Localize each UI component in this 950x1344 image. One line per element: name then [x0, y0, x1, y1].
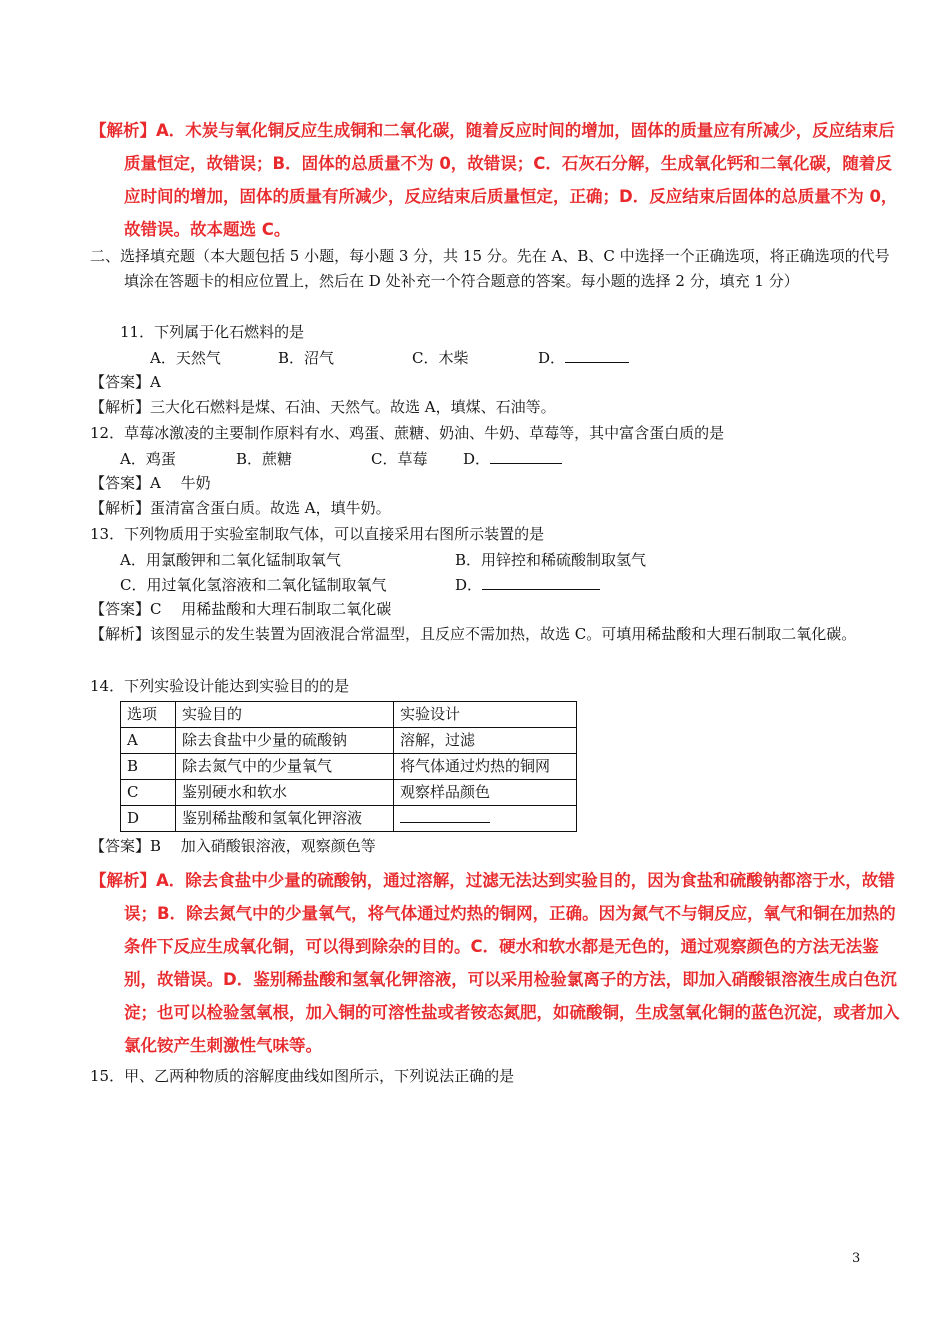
- table-cell: 鉴别硬水和软水: [176, 780, 394, 806]
- table-cell: B: [121, 754, 176, 780]
- q12-option-d-label: D．: [463, 450, 491, 468]
- q13-option-a: A．用氯酸钾和二氧化锰制取氧气: [120, 551, 341, 569]
- q13-option-d: [455, 573, 600, 598]
- table-header-row: [121, 702, 577, 728]
- q13-option-d-label: D．: [455, 576, 483, 594]
- q11-answer-blank: [565, 346, 629, 363]
- q14-analysis-text: A．除去食盐中少量的硫酸钠，通过溶解，过滤无法达到实验目的，因为食盐和硫酸钠都溶于水，故错误；B．除去氮气中的少量氧气，将气体通过灼热的铜网，正确。因为氮气不与铜反应，氧气和铜在加热的条件下反应生成氧化铜，可以得到除杂的目的。C．硬水和软水都是无色的，通过观察颜色的方法无法鉴别，故错误。D．鉴别稀盐酸和氢氧化钾溶液，可以采用检验氯离子的方法，即加入硝酸银溶液生成白色沉淀；也可以检验氢氧根，加入铜的可溶性盐或者铵态氮肥，如硫酸铜，生成氢氧化铜的蓝色沉淀，或者加入氯化铵产生刺激性气味等。: [124, 871, 900, 1055]
- q12-answer: 【答案】A 牛奶: [90, 474, 211, 492]
- q12-stem: 12．草莓冰激凌的主要制作原料有水、鸡蛋、蔗糖、奶油、牛奶、草莓等，其中富含蛋白质的是: [90, 424, 725, 442]
- q13-option-b: B．用锌控和稀硫酸制取氢气: [455, 551, 647, 569]
- table-cell: 除去食盐中少量的硫酸钠: [176, 728, 394, 754]
- section-heading: 二、选择填充题（本大题包括 5 小题，每小题 3 分，共 15 分。先在 A、B、C 中选择一个正确选项，将正确选项的代号填涂在答题卡的相应位置上，然后在 D 处补充一个符合题意的答案。每小题的选择 2 分，填充 1 分）: [90, 247, 890, 290]
- q13-analysis: 【解析】该图显示的发生装置为固液混合常温型，且反应不需加热，故选 C。可填用稀盐酸和大理石制取二氧化碳。: [90, 625, 857, 643]
- table-header-cell: 实验目的: [176, 702, 394, 728]
- q11-option-a: A．天然气: [150, 349, 221, 367]
- q11-analysis: 【解析】三大化石燃料是煤、石油、天然气。故选 A，填煤、石油等。: [90, 398, 556, 416]
- table-row: [121, 806, 577, 832]
- table-row: [121, 780, 577, 806]
- table-cell: 将气体通过灼热的铜网: [394, 754, 577, 780]
- q11-stem: 11．下列属于化石燃料的是: [120, 323, 305, 341]
- q13-answer: 【答案】C 用稀盐酸和大理石制取二氧化碳: [90, 600, 392, 618]
- q14-stem: 14．下列实验设计能达到实验目的的是: [90, 677, 350, 695]
- table-cell: D: [121, 806, 176, 832]
- q14-analysis-label: 【解析】: [90, 871, 156, 890]
- q13-option-c: C．用过氧化氢溶液和二氧化锰制取氧气: [120, 576, 387, 594]
- q10-analysis: [90, 114, 904, 246]
- q12-option-a: A．鸡蛋: [120, 450, 176, 468]
- table-cell: 观察样品颜色: [394, 780, 577, 806]
- table-row: [121, 728, 577, 754]
- q12-option-b: B．蔗糖: [236, 450, 293, 468]
- table-row: [121, 754, 577, 780]
- table-cell: 溶解，过滤: [394, 728, 577, 754]
- q10-analysis-label: 【解析】: [90, 121, 156, 140]
- q12-answer-blank: [490, 447, 562, 464]
- table-header-cell: 选项: [121, 702, 176, 728]
- q12-option-c: C．草莓: [371, 450, 428, 468]
- q11-option-c: C．木柴: [412, 349, 469, 367]
- q14-table: [120, 701, 577, 832]
- q14-analysis: [90, 864, 904, 1062]
- q12-analysis: 【解析】蛋清富含蛋白质。故选 A，填牛奶。: [90, 499, 391, 517]
- q11-answer: 【答案】A: [90, 373, 161, 391]
- q15-stem: 15．甲、乙两种物质的溶解度曲线如图所示，下列说法正确的是: [90, 1067, 515, 1085]
- q11-option-d: [538, 346, 629, 371]
- table-cell: C: [121, 780, 176, 806]
- q11-option-d-label: D．: [538, 349, 566, 367]
- q11-option-b: B．沼气: [278, 349, 335, 367]
- table-cell: 鉴别稀盐酸和氢氧化钾溶液: [176, 806, 394, 832]
- q13-stem: 13．下列物质用于实验室制取气体，可以直接采用右图所示装置的是: [90, 525, 545, 543]
- q13-answer-blank: [482, 573, 600, 590]
- q12-option-d: [463, 447, 562, 472]
- page-number: 3: [852, 1251, 861, 1266]
- q10-analysis-text: A．木炭与氧化铜反应生成铜和二氧化碳，随着反应时间的增加，固体的质量应有所减少，反应结束后质量恒定，故错误；B．固体的总质量不为 0，故错误；C．石灰石分解，生成氧化钙和二氧化碳，随着反应时间的增加，固体的质量有所减少，反应结束后质量恒定，正确；D．反应结束后固体的总质量不为 0，故错误。故本题选 C。: [124, 121, 898, 239]
- q14-table-answer-blank: [400, 806, 490, 823]
- table-header-cell: 实验设计: [394, 702, 577, 728]
- table-cell: 除去氮气中的少量氧气: [176, 754, 394, 780]
- table-cell: [394, 806, 577, 832]
- q14-answer: 【答案】B 加入硝酸银溶液，观察颜色等: [90, 837, 376, 855]
- table-cell: A: [121, 728, 176, 754]
